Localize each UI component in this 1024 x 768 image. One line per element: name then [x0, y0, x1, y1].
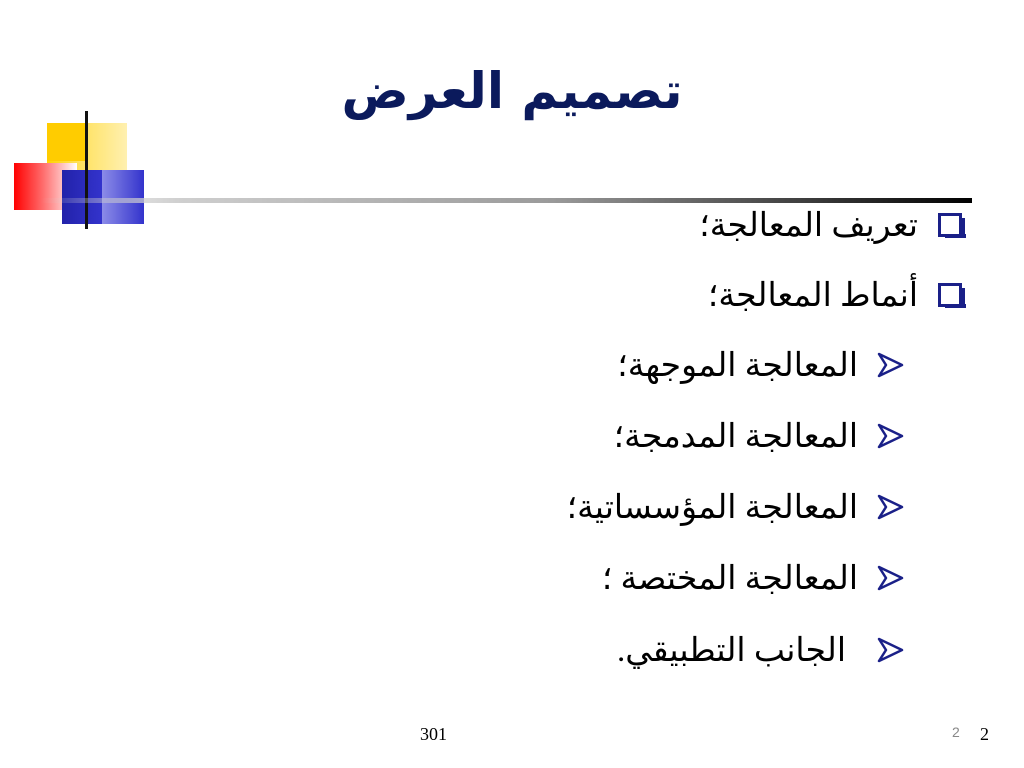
list-item-text: أنماط المعالجة؛	[707, 278, 918, 314]
list-item	[617, 630, 904, 670]
arrow-bullet-icon	[876, 422, 904, 450]
slide-title: تصميم العرض	[341, 62, 683, 120]
list-item-text: المعالجة المؤسساتية؛	[566, 490, 858, 526]
list-item	[617, 345, 904, 385]
list-item-text: تعريف المعالجة؛	[699, 208, 918, 244]
box-bullet-icon	[938, 283, 962, 307]
decorative-vertical-line	[85, 111, 88, 229]
list-item-text: المعالجة المختصة ؛	[601, 561, 858, 597]
footer-text: 301	[420, 724, 447, 744]
list-item	[708, 275, 962, 315]
arrow-bullet-icon	[876, 636, 904, 664]
arrow-bullet-icon	[876, 564, 904, 592]
list-item	[699, 205, 962, 245]
decorative-blue-square-right	[102, 170, 144, 224]
slide-number-small: 2	[952, 724, 960, 740]
box-bullet-icon	[938, 213, 962, 237]
decorative-yellow-square-solid	[47, 123, 85, 161]
list-item-text: المعالجة الموجهة؛	[617, 348, 858, 384]
title-divider-line	[40, 198, 972, 203]
list-item-text: الجانب التطبيقي.	[616, 633, 846, 669]
list-item	[602, 558, 904, 598]
slide-number: 2	[980, 724, 989, 744]
list-item	[614, 416, 904, 456]
arrow-bullet-icon	[876, 351, 904, 379]
list-item-text: المعالجة المدمجة؛	[613, 419, 858, 455]
list-item	[567, 487, 904, 527]
arrow-bullet-icon	[876, 493, 904, 521]
decorative-blue-square-left	[62, 170, 102, 224]
